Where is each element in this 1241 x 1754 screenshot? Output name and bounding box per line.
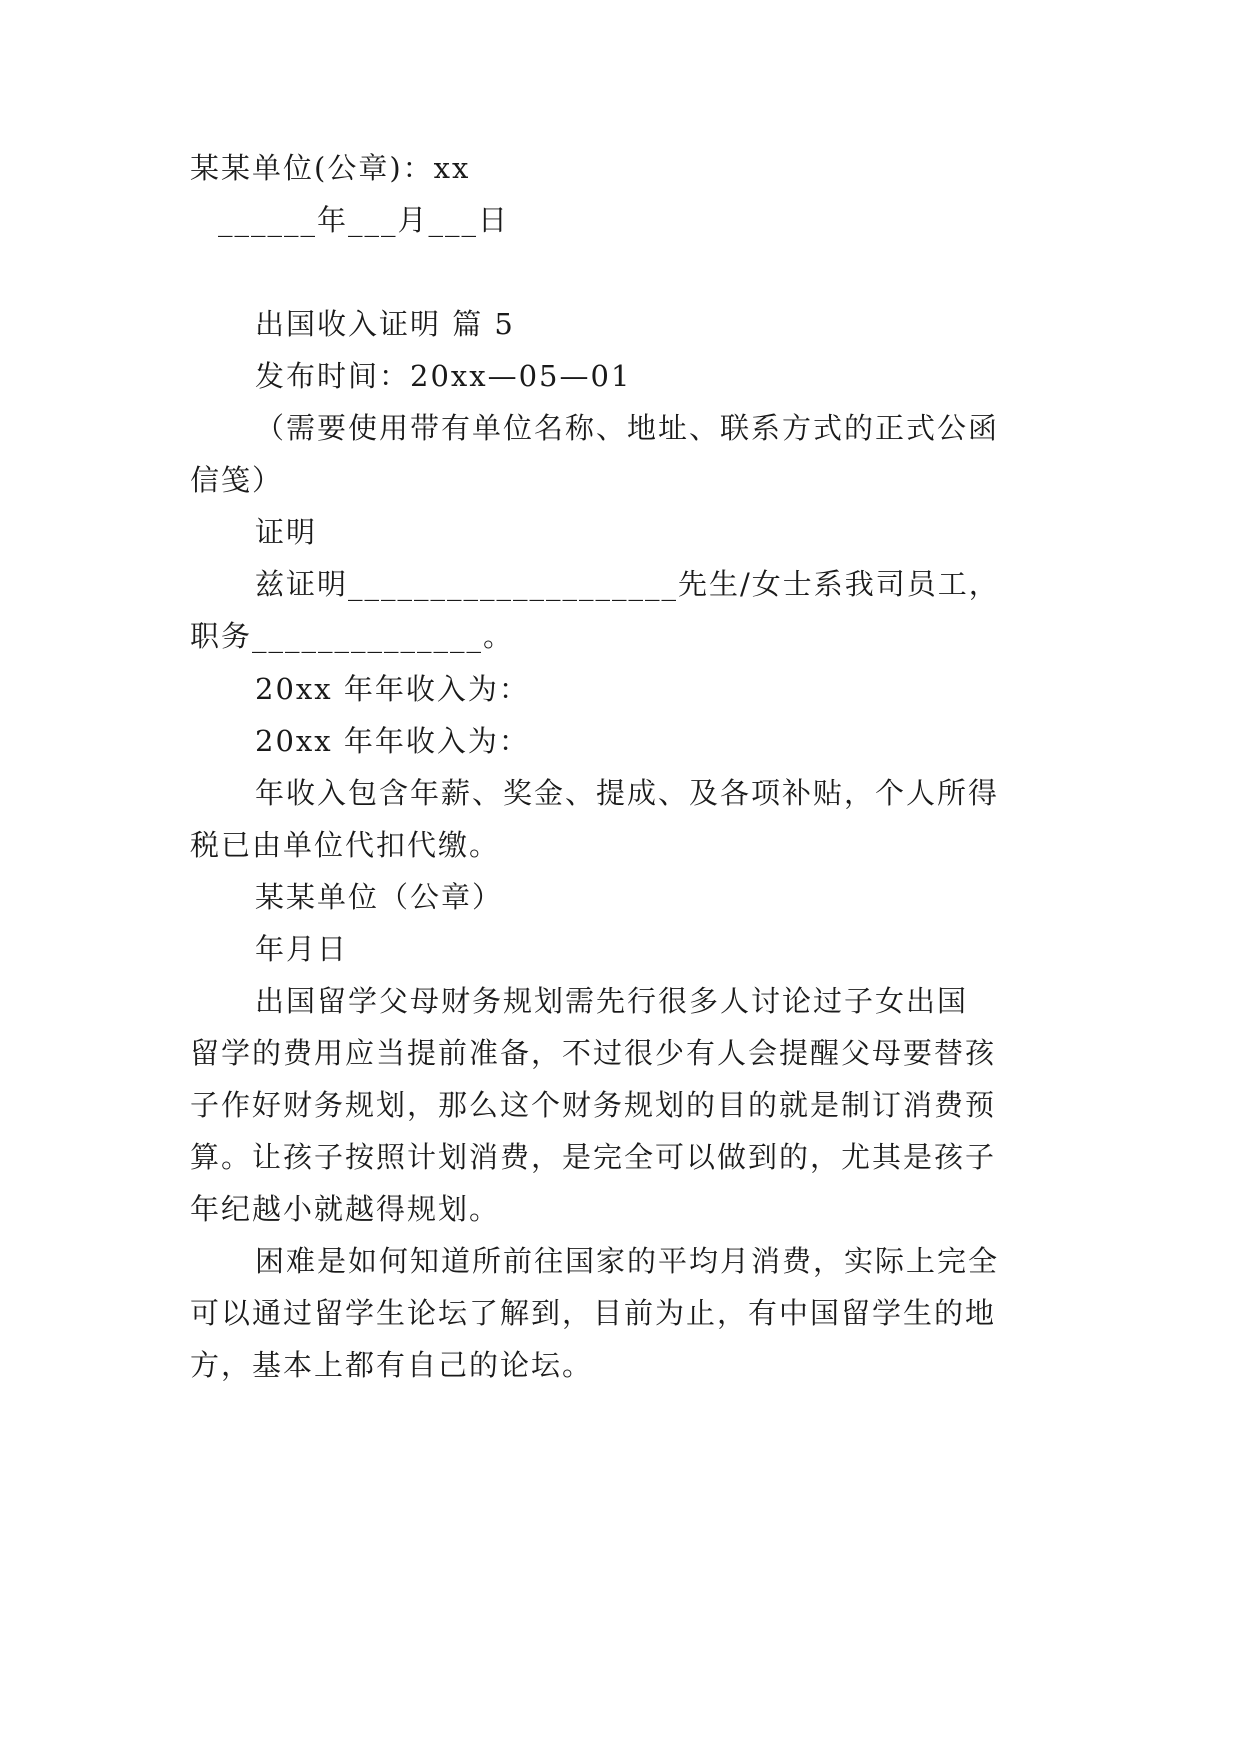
paragraph-1-line-4: 算。让孩子按照计划消费，是完全可以做到的，尤其是孩子 xyxy=(190,1140,997,1174)
letterhead-note: （需要使用带有单位名称、地址、联系方式的正式公函 xyxy=(255,411,1000,445)
paragraph-1-line-1: 出国留学父母财务规划需先行很多人讨论过子女出国 xyxy=(255,984,969,1018)
income-description-continued: 税已由单位代扣代缴。 xyxy=(190,828,501,862)
paragraph-2-line-1: 困难是如何知道所前往国家的平均月消费，实际上完全 xyxy=(255,1244,1000,1278)
paragraph-2-line-3: 方，基本上都有自己的论坛。 xyxy=(190,1348,594,1382)
company-seal-line: 某某单位(公章)：xx xyxy=(190,151,471,185)
paragraph-1-line-3: 子作好财务规划，那么这个财务规划的目的就是制订消费预 xyxy=(190,1088,997,1122)
income-description: 年收入包含年薪、奖金、提成、及各项补贴，个人所得 xyxy=(255,776,1000,810)
date-blank-line: ______年___月___日 xyxy=(218,203,510,237)
paragraph-1-line-2: 留学的费用应当提前准备，不过很少有人会提醒父母要替孩 xyxy=(190,1036,997,1070)
publish-time: 发布时间：20xx—05—01 xyxy=(255,359,632,393)
section-title: 出国收入证明 篇 5 xyxy=(255,307,515,341)
certificate-body: 兹证明____________________先生/女士系我司员工， xyxy=(255,567,1000,601)
income-line-2: 20xx 年年收入为： xyxy=(255,724,530,758)
certificate-position: 职务______________。 xyxy=(190,619,515,653)
certificate-heading: 证明 xyxy=(255,515,318,549)
company-seal: 某某单位（公章） xyxy=(255,880,504,914)
signature-date: 年月日 xyxy=(255,932,349,966)
paragraph-1-line-5: 年纪越小就越得规划。 xyxy=(190,1192,501,1226)
income-line-1: 20xx 年年收入为： xyxy=(255,672,530,706)
paragraph-2-line-2: 可以通过留学生论坛了解到，目前为止，有中国留学生的地 xyxy=(190,1296,997,1330)
letterhead-note-continued: 信笺） xyxy=(190,463,284,497)
